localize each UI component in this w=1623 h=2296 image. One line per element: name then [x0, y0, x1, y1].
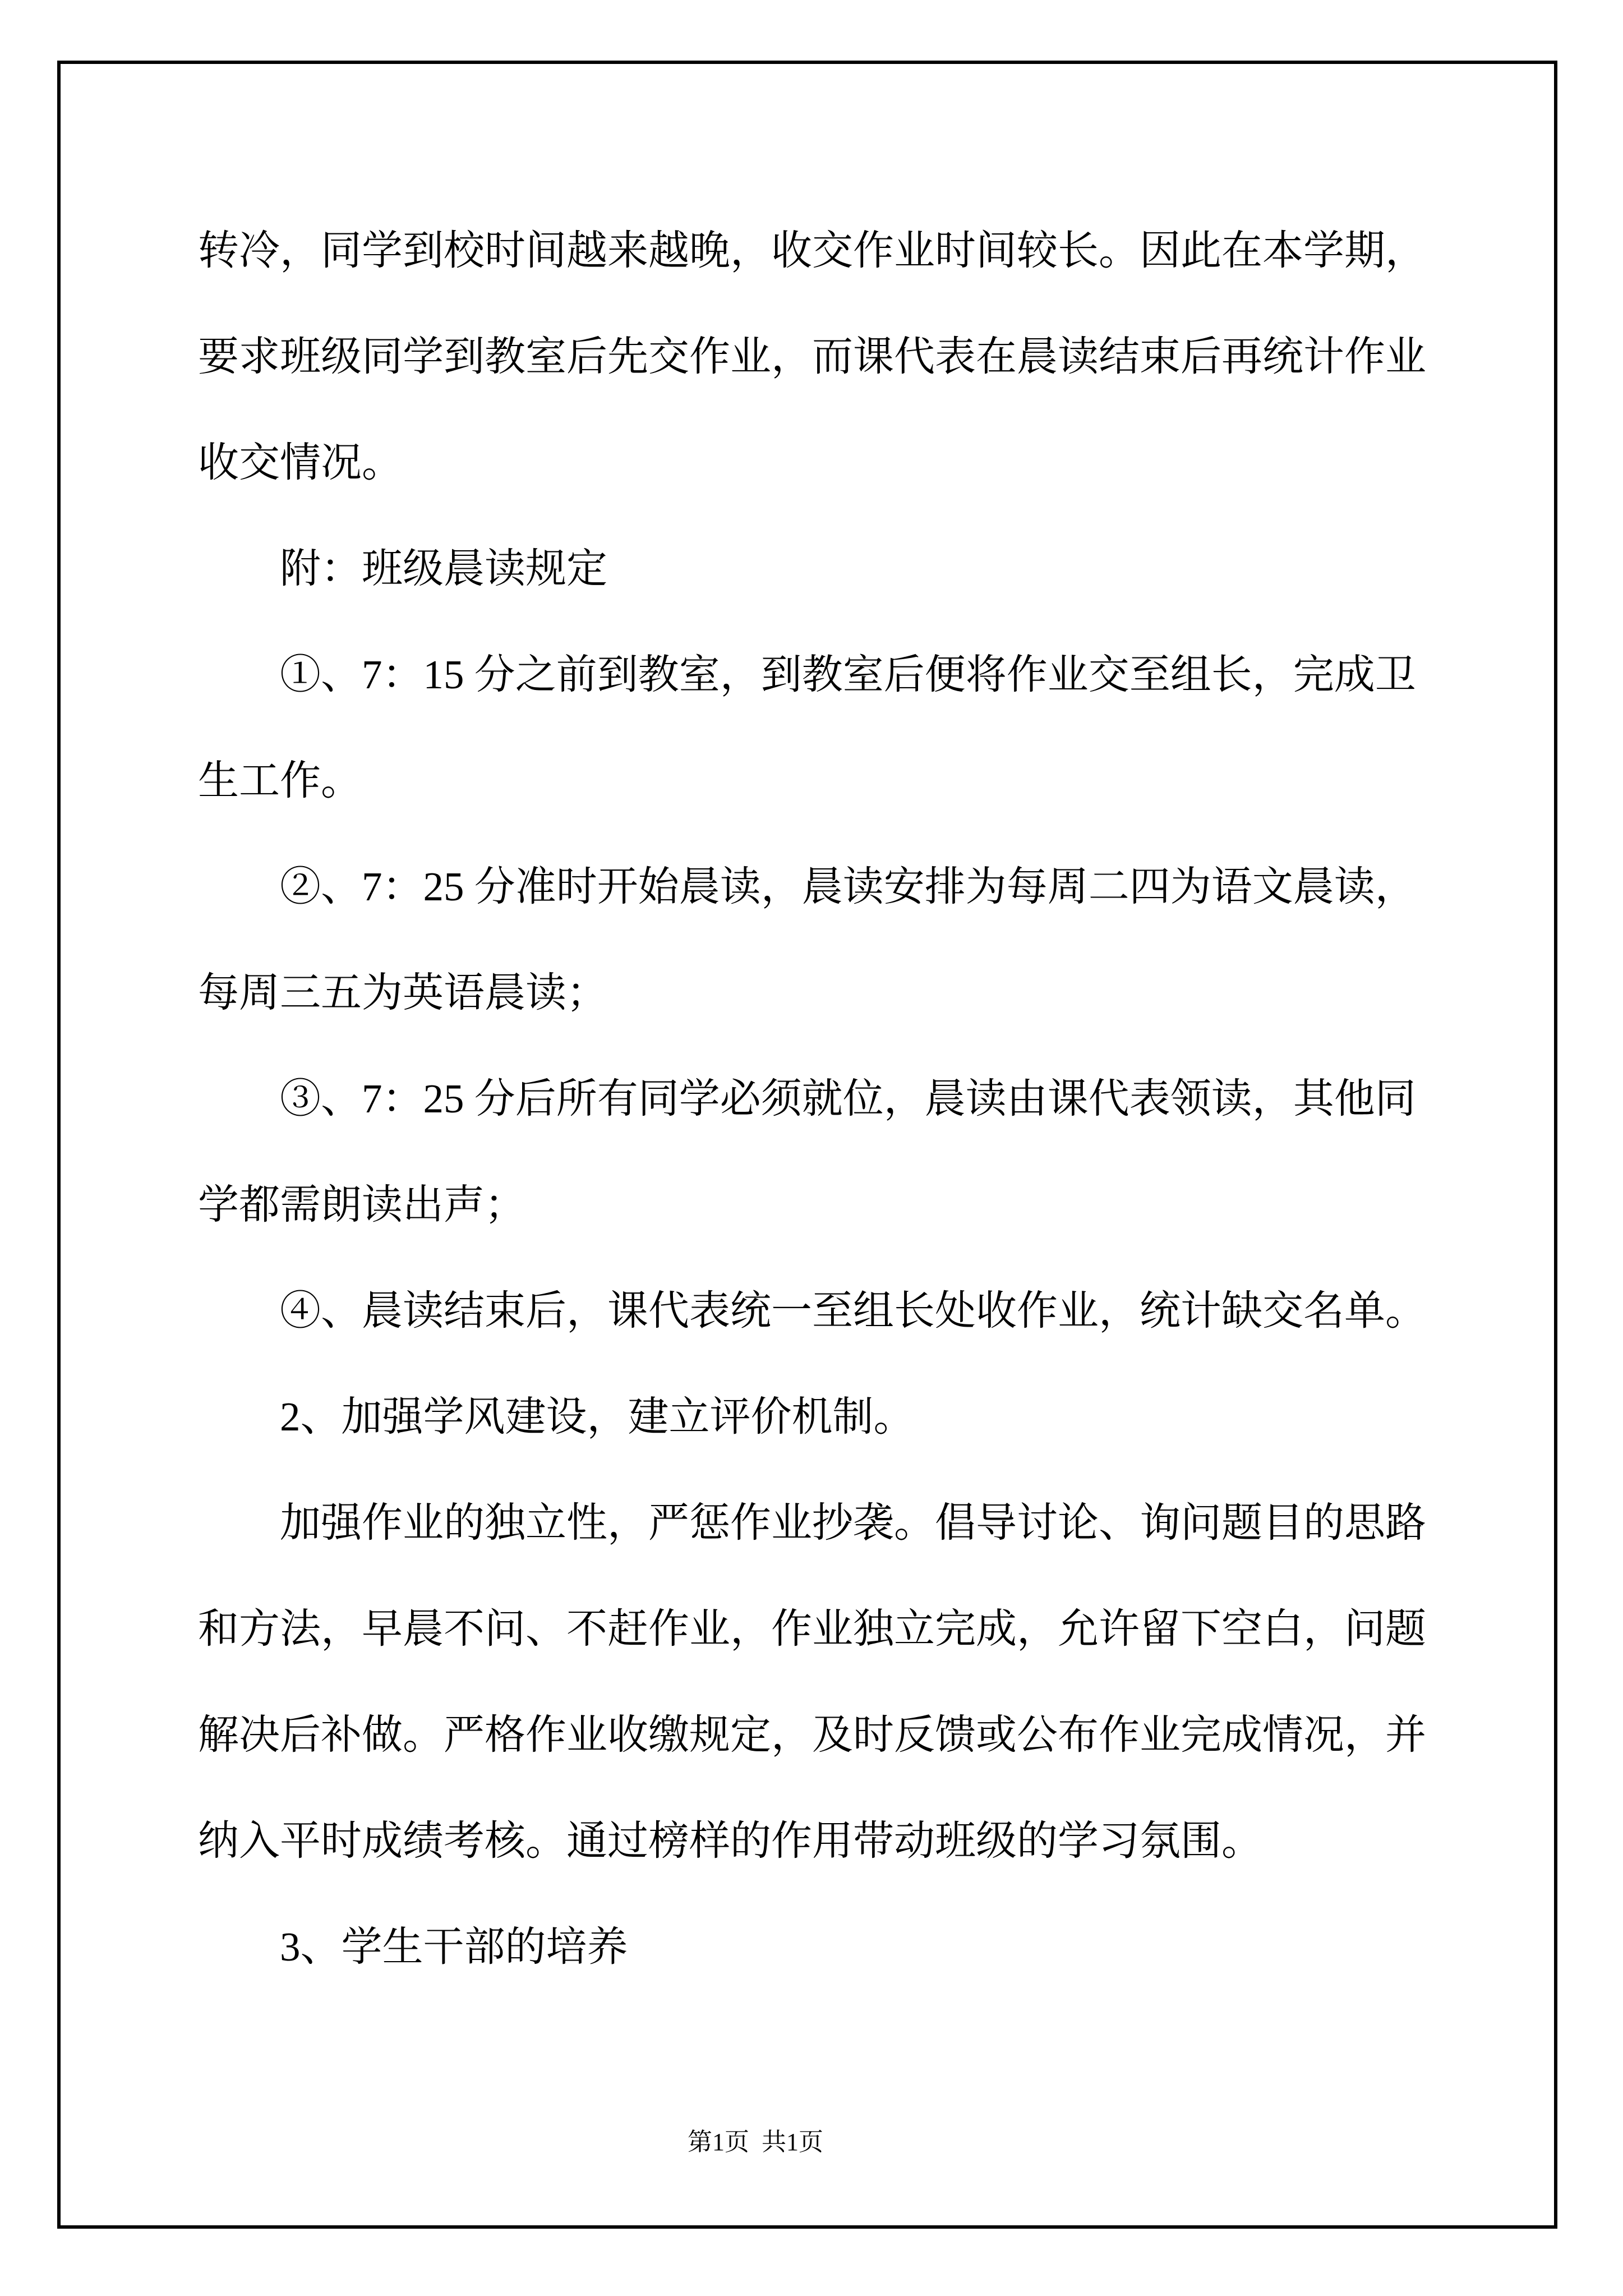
page-footer: 第1页 共1页 [688, 2128, 823, 2156]
text-line: 收交情况。 [198, 440, 403, 485]
text-line: 纳入平时成绩考核。通过榜样的作用带动班级的学习氛围。 [198, 1818, 1262, 1864]
text-line: 3、学生干部的培养 [280, 1924, 628, 1970]
text-line: 转冷，同学到校时间越来越晚，收交作业时间较长。因此在本学期， [198, 228, 1426, 273]
text-line: 和方法，早晨不问、不赶作业，作业独立完成，允许留下空白，问题 [198, 1606, 1426, 1651]
text-line: 附：班级晨读规定 [280, 546, 607, 591]
text-line: ③、7：25 分后所有同学必须就位，晨读由课代表领读，其他同 [280, 1076, 1416, 1121]
text-line: 加强作业的独立性，严惩作业抄袭。倡导讨论、询问题目的思路 [280, 1500, 1426, 1545]
text-line: 每周三五为英语晨读； [198, 970, 607, 1015]
text-line: ①、7：15 分之前到教室，到教室后便将作业交至组长，完成卫 [280, 652, 1416, 697]
text-line: ④、晨读结束后，课代表统一至组长处收作业，统计缺交名单。 [280, 1288, 1426, 1333]
text-line: 2、加强学风建设，建立评价机制。 [280, 1394, 915, 1439]
text-line: 学都需朗读出声； [198, 1182, 525, 1227]
text-line: 生工作。 [198, 758, 362, 803]
text-line: ②、7：25 分准时开始晨读，晨读安排为每周二四为语文晨读， [280, 864, 1416, 909]
text-line: 解决后补做。严格作业收缴规定，及时反馈或公布作业完成情况，并 [198, 1712, 1426, 1757]
document-lines [198, 197, 1454, 2000]
text-line: 要求班级同学到教室后先交作业，而课代表在晨读结束后再统计作业 [198, 334, 1426, 379]
